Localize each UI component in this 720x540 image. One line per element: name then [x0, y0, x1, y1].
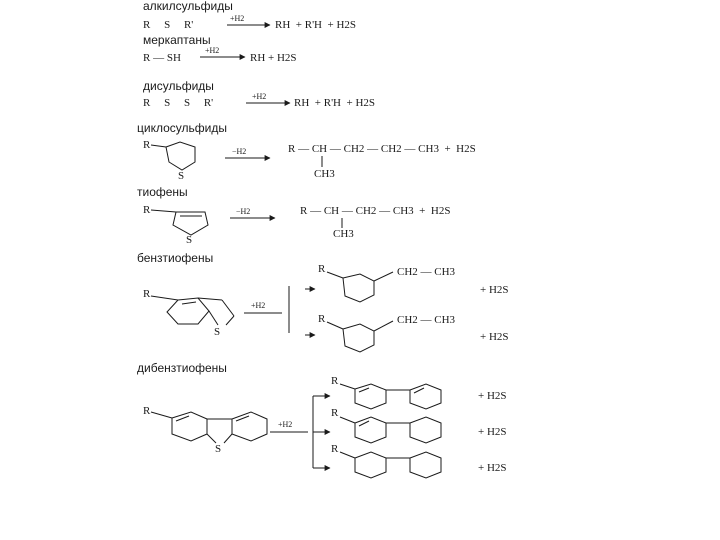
heading-disulfides: дисульфиды — [143, 79, 214, 93]
alkyl-product: RH + R'H + H2S — [275, 19, 357, 31]
bt-reagent: +H2 — [251, 301, 266, 310]
dbt-reagent: +H2 — [278, 420, 293, 429]
heading-thiophenes: тиофены — [137, 185, 188, 199]
cyclo-product: R — CH — CH2 — CH2 — CH3 + H2S — [288, 143, 476, 155]
thioph-reagent: −H2 — [236, 207, 251, 216]
merc-product: RH + H2S — [250, 52, 297, 64]
bt-p1-r-label: R — [318, 263, 326, 275]
heading-benzothiophenes: бензтиофены — [137, 251, 214, 265]
merc-reagent: +H2 — [205, 46, 220, 55]
merc-reactant: R — SH — [143, 52, 181, 64]
dbt-p2-r-label: R — [331, 407, 339, 419]
alkyl-reactant: R S R' — [143, 19, 194, 31]
cyclo-s-label: S — [178, 170, 185, 182]
bt-r-label: R — [143, 288, 151, 300]
thioph-r-label: R — [143, 204, 151, 216]
dbt-p3-h2s: + H2S — [478, 462, 507, 474]
dbt-product-1-biphenyl — [340, 384, 441, 409]
bt-p2-chain: CH2 — CH3 — [397, 314, 456, 326]
dbt-product-3-bicyclohexyl — [340, 452, 441, 478]
dbt-product-2-phenylcyclohexane — [340, 417, 441, 443]
bt-p2-h2s: + H2S — [480, 331, 509, 343]
bt-p1-h2s: + H2S — [480, 284, 509, 296]
dbt-p1-r-label: R — [331, 375, 339, 387]
thioph-s-label: S — [186, 234, 193, 246]
bt-s-label: S — [214, 326, 221, 338]
disulf-reactant: R S S R' — [143, 97, 214, 109]
cyclo-r-label: R — [143, 139, 151, 151]
thiophene-ring — [151, 210, 208, 235]
bt-product-1-ring — [327, 272, 393, 302]
thiane-ring — [151, 142, 195, 170]
heading-dibenzothiophenes: дибензтиофены — [137, 361, 227, 375]
thioph-product: R — CH — CH2 — CH3 + H2S — [300, 205, 451, 217]
cyclo-branch: CH3 — [314, 168, 335, 180]
alkyl-reagent: +H2 — [230, 14, 245, 23]
dbt-p2-h2s: + H2S — [478, 426, 507, 438]
dibenzothiophene-structure — [151, 412, 267, 443]
dbt-p1-h2s: + H2S — [478, 390, 507, 402]
heading-alkyl-sulfides: алкилсульфиды — [143, 0, 233, 13]
dbt-s-label: S — [215, 443, 222, 455]
dbt-p3-r-label: R — [331, 443, 339, 455]
bt-p1-chain: CH2 — CH3 — [397, 266, 456, 278]
thioph-branch: CH3 — [333, 228, 354, 240]
disulf-reagent: +H2 — [252, 92, 267, 101]
dbt-r-label: R — [143, 405, 151, 417]
heading-mercaptans: меркаптаны — [143, 33, 211, 47]
disulf-product: RH + R'H + H2S — [294, 97, 376, 109]
cyclo-reagent: −H2 — [232, 147, 247, 156]
bt-product-2-ring — [327, 321, 393, 352]
benzothiophene-structure — [151, 296, 234, 325]
bt-p2-r-label: R — [318, 313, 326, 325]
heading-cyclosulfides: циклосульфиды — [137, 121, 227, 135]
